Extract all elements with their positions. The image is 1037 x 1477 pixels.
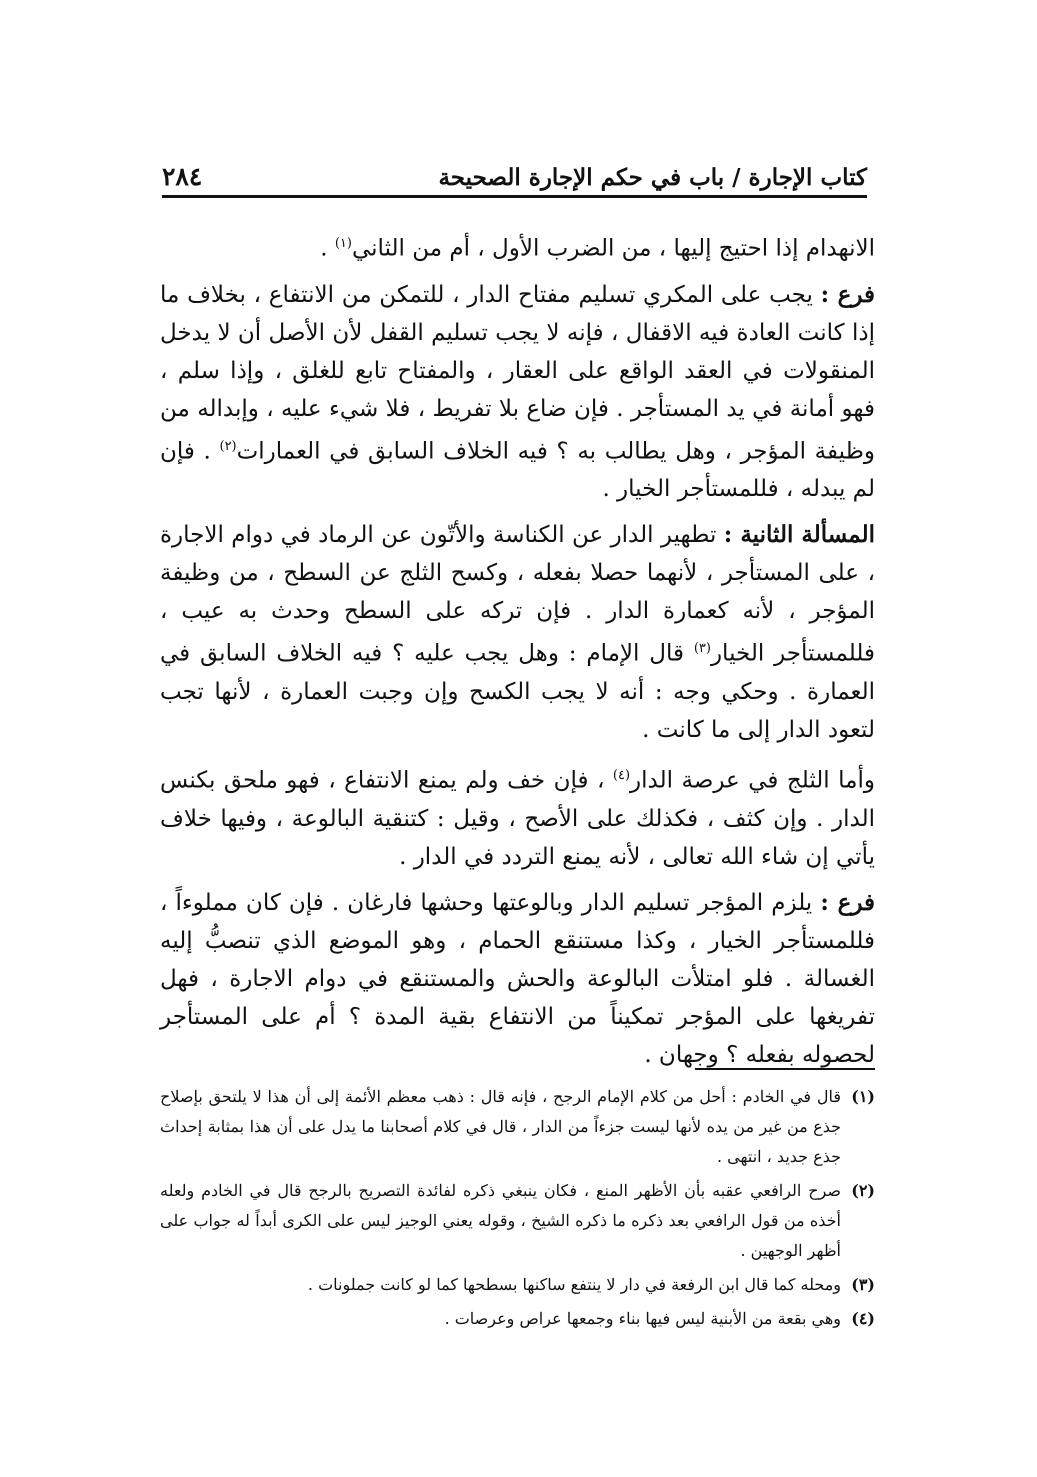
- section-label-far: فرع :: [820, 280, 876, 308]
- paragraph-4: [160, 757, 875, 876]
- paragraph-1-text: الانهدام إذا احتيج إليها ، من الضرب الأول ، أم من الثاني: [351, 235, 875, 262]
- paragraph-2-text: يجب على المكري تسليم مفتاح الدار ، للتمكن من الانتفاع ، بخلاف ما إذا كانت العادة فيه الاقفال ، فإنه لا يجب تسليم القفل لأن الأصل أن لا يدخل المنقولات في العقد الواقع على العقار ، والمفتاح تابع للغلق ، وإذا سلم ، فهو أمانة في يد المستأجر . فإن ضاع بلا تفريط ، فلا شيء عليه ، وإبداله من وظيفة المؤجر ، وهل يطالب به ؟ فيه الخلاف السابق في العمارات: [160, 281, 876, 465]
- footnote-ref-1: (١): [334, 236, 352, 251]
- page-number: ٢٨٤: [162, 162, 203, 191]
- paragraph-3: [160, 516, 875, 749]
- paragraph-1-end: .: [320, 235, 335, 262]
- footnote-2: [160, 1176, 875, 1266]
- footnote-4: [160, 1304, 875, 1334]
- footnote-number: (١): [851, 1087, 875, 1106]
- footnote-ref-4: (٤): [612, 767, 631, 783]
- running-header: [162, 150, 867, 198]
- footnote-3: [160, 1270, 875, 1300]
- footnote-divider: [695, 1068, 875, 1070]
- header-title: كتاب الإجارة / باب في حكم الإجارة الصحيحة: [438, 164, 867, 191]
- footnotes: [160, 1082, 875, 1338]
- footnote-text: صرح الرافعي عقبه بأن الأظهر المنع ، فكان ينبغي ذكره لفائدة التصريح بالرجح قال في الخادم ولعله أخذه من قول الرافعي بعد ذكره ما ذكره الشيخ ، وقوله يعني الوجيز ليس على الكرى أبداً له جواب على أظهر الوجهين .: [160, 1181, 841, 1260]
- footnote-1: [160, 1082, 875, 1172]
- footnote-text: وهي بقعة من الأبنية ليس فيها بناء وجمعها عراص وعرصات .: [444, 1309, 841, 1328]
- footnote-number: (٣): [851, 1275, 875, 1294]
- footnote-ref-2: (٢): [219, 438, 237, 454]
- paragraph-3-text-a: تطهير الدار عن الكناسة والأتّون عن الرماد في دوام الاجارة ، على المستأجر ، لأنهما حصلا بفعله ، وكسح الثلج عن السطح ، من وظيفة المؤجر ، لأنه كعمارة الدار . فإن تركه على السطح وحدث به عيب ، فللمستأجر الخيار: [160, 522, 875, 667]
- paragraph-4-text-b: ، فإن خف ولم يمنع الانتفاع ، فهو ملحق بكنس الدار . وإن كثف ، فكذلك على الأصح ، وقيل : كتنقية البالوعة ، وفيها خلاف يأتي إن شاء الله تعالى ، لأنه يمنع التردد في الدار .: [160, 767, 875, 870]
- footnote-text: ومحله كما قال ابن الرفعة في دار لا ينتفع ساكنها بسطحها كما لو كانت جملونات .: [307, 1275, 841, 1294]
- paragraph-2: [160, 276, 875, 509]
- section-label-far-2: فرع :: [820, 888, 876, 916]
- paragraph-5: [160, 884, 875, 1074]
- footnote-ref-3: (٣): [693, 641, 711, 657]
- paragraph-1: [160, 225, 875, 268]
- paragraph-3-text-b: قال الإمام : وهل يجب عليه ؟ فيه الخلاف السابق في العمارة . وحكي وجه : أنه لا يجب الكسح وإن وجبت العمارة ، لأنها تجب لتعود الدار إلى ما كانت .: [160, 640, 875, 743]
- footnote-number: (٢): [851, 1181, 875, 1200]
- section-label-masala: المسألة الثانية :: [723, 521, 875, 549]
- paragraph-2-end: . فإن لم يبدله ، فللمستأجر الخيار .: [160, 438, 875, 503]
- paragraph-5-text: يلزم المؤجر تسليم الدار وبالوعتها وحشها فارغان . فإن كان مملوءاً ، فللمستأجر الخيار ، وكذا مستنقع الحمام ، وهو الموضع الذي تنصبُّ إليه الغسالة . فلو امتلأت البالوعة والحش والمستنقع في دوام الاجارة ، فهل تفريغها على المؤجر تمكيناً من الانتفاع بقية المدة ؟ أم على المستأجر لحصوله بفعله ؟ وجهان .: [160, 889, 875, 1068]
- footnote-text: قال في الخادم : أحل من كلام الإمام الرجح ، فإنه قال : ذهب معظم الأئمة إلى أن هذا لا يلتحق بإصلاح جذع من غير من يده لأنها ليست جزءاً من الدار ، قال في كلام أصحابنا ما يدل على أن هذا بمثابة إحداث جذع جديد ، انتهى .: [160, 1087, 841, 1166]
- footnote-number: (٤): [851, 1309, 875, 1328]
- main-text: [160, 225, 875, 1082]
- paragraph-4-text-a: وأما الثلج في عرصة الدار: [630, 767, 876, 794]
